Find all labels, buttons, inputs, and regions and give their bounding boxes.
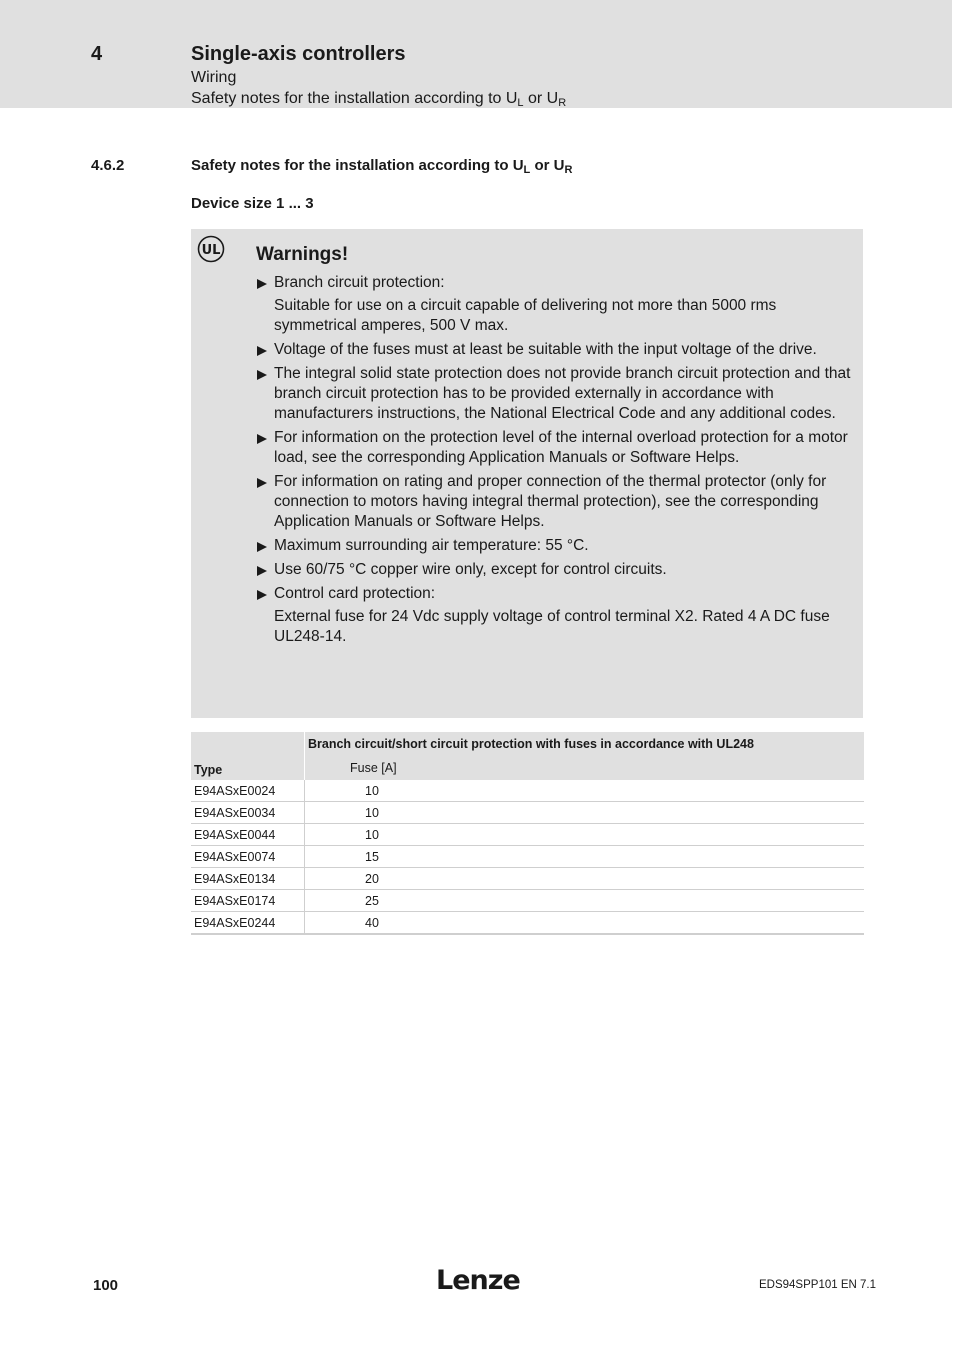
table-row [191,890,864,912]
bullet-triangle-icon [257,542,267,552]
fuse-cell: 10 [305,780,865,802]
warning-item [257,584,859,604]
header-group: Branch circuit/short circuit protection with fuses in accordance with UL248 [305,732,865,757]
type-cell: E94ASxE0244 [191,912,305,935]
bullet-triangle-icon [257,370,267,380]
bullet-triangle-icon [257,346,267,356]
fuse-table [191,732,864,935]
ul-listed-icon [197,235,225,263]
fuse-cell: 10 [305,824,865,846]
warning-item-text: Control card protection: [274,585,436,602]
warning-title: Warnings! [256,244,349,265]
table-row [191,868,864,890]
table-row [191,912,864,935]
subsection-title: Device size 1 ... 3 [191,195,314,212]
warning-item-text: The integral solid state protection does not provide branch circuit protection and that branch circuit protection has to be provided externally in accordance with manufacturers instructions, the National Electrical Code and any additional codes. [274,365,851,422]
warning-item [257,428,859,468]
chapter-number: 4 [91,43,103,65]
warning-item [257,273,859,293]
page-number: 100 [93,1277,119,1294]
type-cell: E94ASxE0134 [191,868,305,890]
warning-item-detail: External fuse for 24 Vdc supply voltage of control terminal X2. Rated 4 A DC fuse UL248-14. [274,608,830,645]
bullet-triangle-icon [257,590,267,600]
table-row [191,824,864,846]
chapter-title: Single-axis controllers [191,43,406,65]
ul-logo-text: UL [201,243,221,258]
warning-item [257,340,859,360]
table-row [191,780,864,802]
fuse-table-body [191,780,864,934]
type-cell: E94ASxE0034 [191,802,305,824]
type-cell: E94ASxE0044 [191,824,305,846]
section-number: 4.6.2 [91,157,125,174]
fuse-cell: 20 [305,868,865,890]
bullet-triangle-icon [257,566,267,576]
breadcrumb-safety-notes: Safety notes for the installation according to $U_L$ or $U_R$ [191,90,567,109]
fuse-cell: 40 [305,912,865,935]
warning-item-text: For information on the protection level of the internal overload protection for a motor load, see the corresponding Application Manuals or Software Helps. [274,429,848,466]
table-row [191,802,864,824]
warning-item [257,560,859,580]
warning-item [257,364,859,424]
document-id: EDS94SPP101 EN 7.1 [759,1279,876,1291]
warning-item [257,536,859,556]
warning-item [257,472,859,532]
warning-item-text: Voltage of the fuses must at least be suitable with the input voltage of the drive. [274,341,817,358]
warning-item-text: Branch circuit protection: [274,274,445,291]
table-row [191,846,864,868]
breadcrumb-wiring: Wiring [191,69,237,86]
warning-box [191,229,863,718]
bullet-triangle-icon [257,478,267,488]
type-cell: E94ASxE0174 [191,890,305,912]
type-cell: E94ASxE0074 [191,846,305,868]
type-cell: E94ASxE0024 [191,780,305,802]
warning-item-detail: Suitable for use on a circuit capable of delivering not more than 5000 rms symmetrical amperes, 500 V max. [274,297,777,334]
section-title: Safety notes for the installation according to $U_L$ or $U_R$ [191,157,573,176]
fuse-cell: 25 [305,890,865,912]
header-fuse: Fuse [A] [305,757,865,780]
bullet-triangle-icon [257,279,267,289]
bullet-triangle-icon [257,434,267,444]
warning-item-text: Maximum surrounding air temperature: 55 °C. [274,537,589,554]
fuse-cell: 10 [305,802,865,824]
fuse-cell: 15 [305,846,865,868]
brand-logo: Lenze [436,1265,520,1296]
warning-item-text: For information on rating and proper connection of the thermal protector (only for connection to motors having integral thermal protection), see the corresponding Application Manuals or Software Helps. [274,473,827,530]
warning-list [257,273,859,651]
header-type: Type [191,732,305,780]
warning-item-text: Use 60/75 °C copper wire only, except for control circuits. [274,561,667,578]
